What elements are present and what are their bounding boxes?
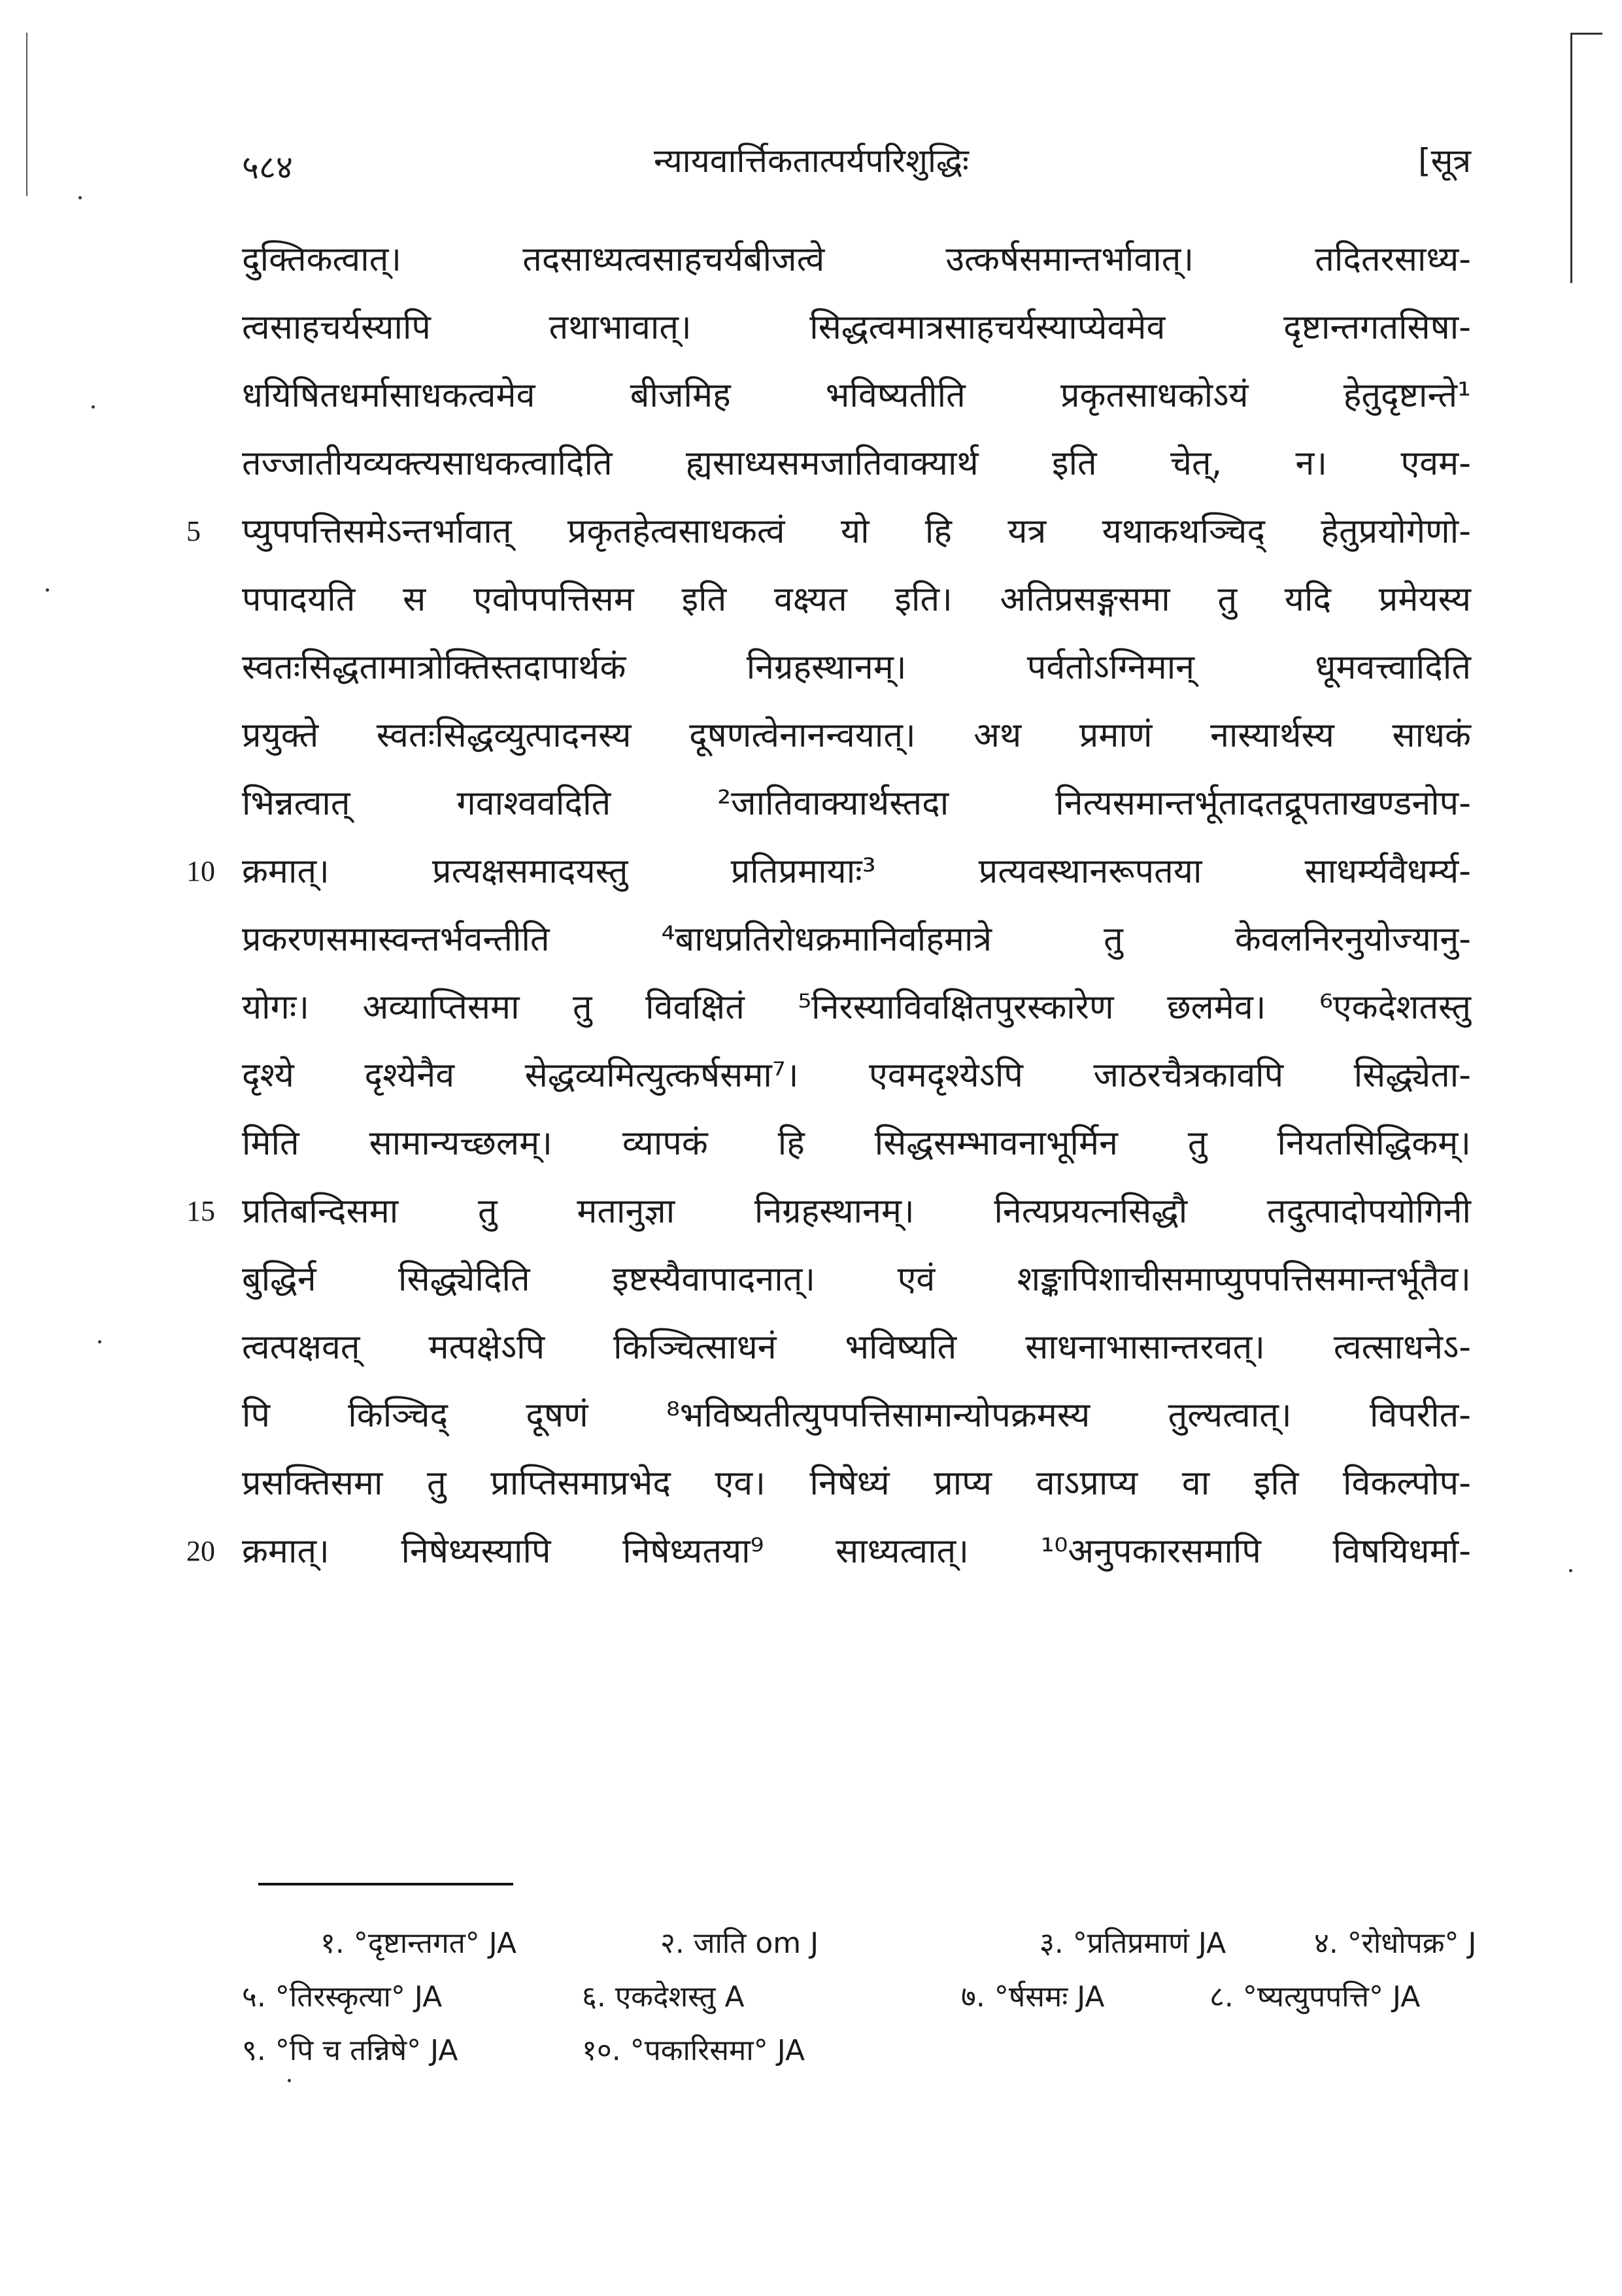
text-line [242, 701, 1471, 769]
footnote: २. जाति om J [660, 1927, 819, 1960]
line-text: पपादयति स एवोपपत्तिसम इति वक्ष्यत इति। अतिप्रसङ्गसमा तु यदि प्रमेयस्य [242, 580, 1471, 619]
line-text: त्वत्पक्षवत् मत्पक्षेऽपि किञ्चित्साधनं भविष्यति साधनाभासान्तरवत्। त्वत्साधनेऽ- [242, 1328, 1471, 1367]
text-line [242, 294, 1471, 362]
text-line [242, 362, 1471, 430]
line-text: प्रसक्तिसमा तु प्राप्तिसमाप्रभेद एव। निषेध्यं प्राप्य वाऽप्राप्य वा इति विकल्पोप- [242, 1464, 1471, 1503]
line-text: स्वतःसिद्धतामात्रोक्तिस्तदापार्थकं निग्रहस्थानम्। पर्वतोऽग्निमान् धूमवत्त्वादिति [242, 648, 1471, 687]
line-text: प्युपपत्तिसमेऽन्तर्भावात् प्रकृतहेत्वसाधकत्वं यो हि यत्र यथाकथञ्चिद् हेतुप्रयोगेणो- [242, 512, 1471, 551]
text-line [242, 769, 1471, 837]
line-number: 10 [186, 855, 215, 887]
text-line [242, 1109, 1471, 1177]
line-text: प्रयुक्ते स्वतःसिद्धव्युत्पादनस्य दूषणत्वेनानन्वयात्। अथ प्रमाणं नास्यार्थस्य साधकं [242, 716, 1471, 755]
line-text: भिन्नत्वात् गवाश्ववदिति ²जातिवाक्यार्थस्तदा नित्यसमान्तर्भूतादतद्रूपताखण्डनोप- [242, 784, 1471, 823]
text-line [242, 633, 1471, 701]
footnote: ६. एकदेशस्तु A [582, 1980, 745, 2014]
footnote: ३. °प्रतिप्रमाणं JA [1039, 1927, 1226, 1960]
scan-speck [98, 1340, 101, 1343]
text-line [242, 1449, 1471, 1517]
text-line [242, 226, 1471, 294]
scan-speck [46, 588, 49, 592]
scan-speck [92, 405, 95, 409]
line-number: 20 [186, 1535, 215, 1567]
footnote: ७. °र्षसमः JA [961, 1980, 1105, 2014]
text-line [242, 1041, 1471, 1109]
line-text: क्रमात्। निषेध्यस्यापि निषेध्यतया⁹ साध्यत्वात्। ¹⁰अनुपकारसमापि विषयिधर्मा- [242, 1532, 1471, 1571]
text-line [242, 905, 1471, 973]
page-edge-line [26, 33, 27, 196]
line-text: धयिषितधर्मासाधकत्वमेव बीजमिह भविष्यतीति प्रकृतसाधकोऽयं हेतुदृष्टान्ते¹ [242, 376, 1471, 415]
line-text: योगः। अव्याप्तिसमा तु विवक्षितं ⁵निरस्याविवक्षितपुरस्कारेण छलमेव। ⁶एकदेशतस्तु [242, 988, 1471, 1027]
text-line [242, 1245, 1471, 1313]
text-line [186, 837, 1471, 905]
page-number: ५८४ [242, 148, 293, 186]
line-text: क्रमात्। प्रत्यक्षसमादयस्तु प्रतिप्रमायाः³ प्रत्यवस्थानरूपतया साधर्म्यवैधर्म्य- [242, 852, 1471, 891]
footnote: १. °दृष्टान्तगत° JA [320, 1927, 517, 1960]
footnote: ८. °ष्यत्युपपत्ति° JA [1209, 1980, 1421, 2014]
text-line [186, 1517, 1471, 1585]
footnote-row [242, 1922, 1484, 1976]
running-title: न्यायवार्त्तिकतात्पर्यपरिशुद्धिः [654, 142, 969, 180]
footnote: ४. °रोधोपक्र° J [1314, 1927, 1477, 1960]
footnote: ९. °पि च तन्निषे° JA [242, 2034, 458, 2067]
line-text: बुद्धिर्न सिद्ध्येदिति इष्टस्यैवापादनात्। एवं शङ्कापिशाचीसमाप्युपपत्तिसमान्तर्भूतैव। [242, 1260, 1471, 1299]
footnote-rule [258, 1883, 513, 1885]
line-text: प्रकरणसमास्वन्तर्भवन्तीति ⁴बाधप्रतिरोधक्रमानिर्वाहमात्रे तु केवलनिरनुयोज्यानु- [242, 920, 1471, 959]
line-text: तज्जातीयव्यक्त्यसाधकत्वादिति ह्यसाध्यसमजातिवाक्यार्थ इति चेत्, न। एवम- [242, 444, 1471, 483]
page-header [242, 137, 1471, 196]
footnotes [242, 1922, 1484, 2083]
text-line [242, 430, 1471, 498]
text-line [242, 1313, 1471, 1381]
scan-speck [1569, 1569, 1572, 1572]
body-text [186, 226, 1471, 1585]
line-text: प्रतिबन्दिसमा तु मतानुज्ञा निग्रहस्थानम्। नित्यप्रयत्नसिद्धौ तदुत्पादोपयोगिनी [242, 1192, 1471, 1231]
section-label: [सूत्र [1418, 142, 1471, 180]
footnote-row [242, 2029, 1484, 2083]
footnote-row [242, 1976, 1484, 2029]
text-line [242, 566, 1471, 633]
line-number: 5 [186, 515, 201, 547]
line-number: 15 [186, 1195, 215, 1227]
page-edge-mark [1570, 33, 1602, 283]
scan-speck [78, 196, 82, 199]
text-line [242, 973, 1471, 1041]
line-text: दुक्तिकत्वात्। तदसाध्यत्वसाहचर्यबीजत्वे उत्कर्षसमान्तर्भावात्। तदितरसाध्य- [242, 240, 1471, 279]
footnote: ५. °तिरस्कृत्या° JA [242, 1980, 443, 2014]
line-text: मिति सामान्यच्छलम्। व्यापकं हि सिद्धसम्भावनाभूर्मिन तु नियतसिद्धिकम्। [242, 1124, 1471, 1163]
line-text: पि किञ्चिद् दूषणं ⁸भविष्यतीत्युपपत्तिसामान्योपक्रमस्य तुल्यत्वात्। विपरीत- [242, 1396, 1471, 1435]
footnote: १०. °पकारिसमा° JA [582, 2034, 805, 2067]
text-line [186, 498, 1471, 566]
text-line [242, 1381, 1471, 1449]
line-text: दृश्ये दृश्येनैव सेद्धव्यमित्युत्कर्षसमा⁷। एवमदृश्येऽपि जाठरचैत्रकावपि सिद्ध्येता- [242, 1056, 1471, 1095]
text-line [186, 1177, 1471, 1245]
line-text: त्वसाहचर्यस्यापि तथाभावात्। सिद्धत्वमात्रसाहचर्यस्याप्येवमेव दृष्टान्तगतसिषा- [242, 308, 1471, 347]
